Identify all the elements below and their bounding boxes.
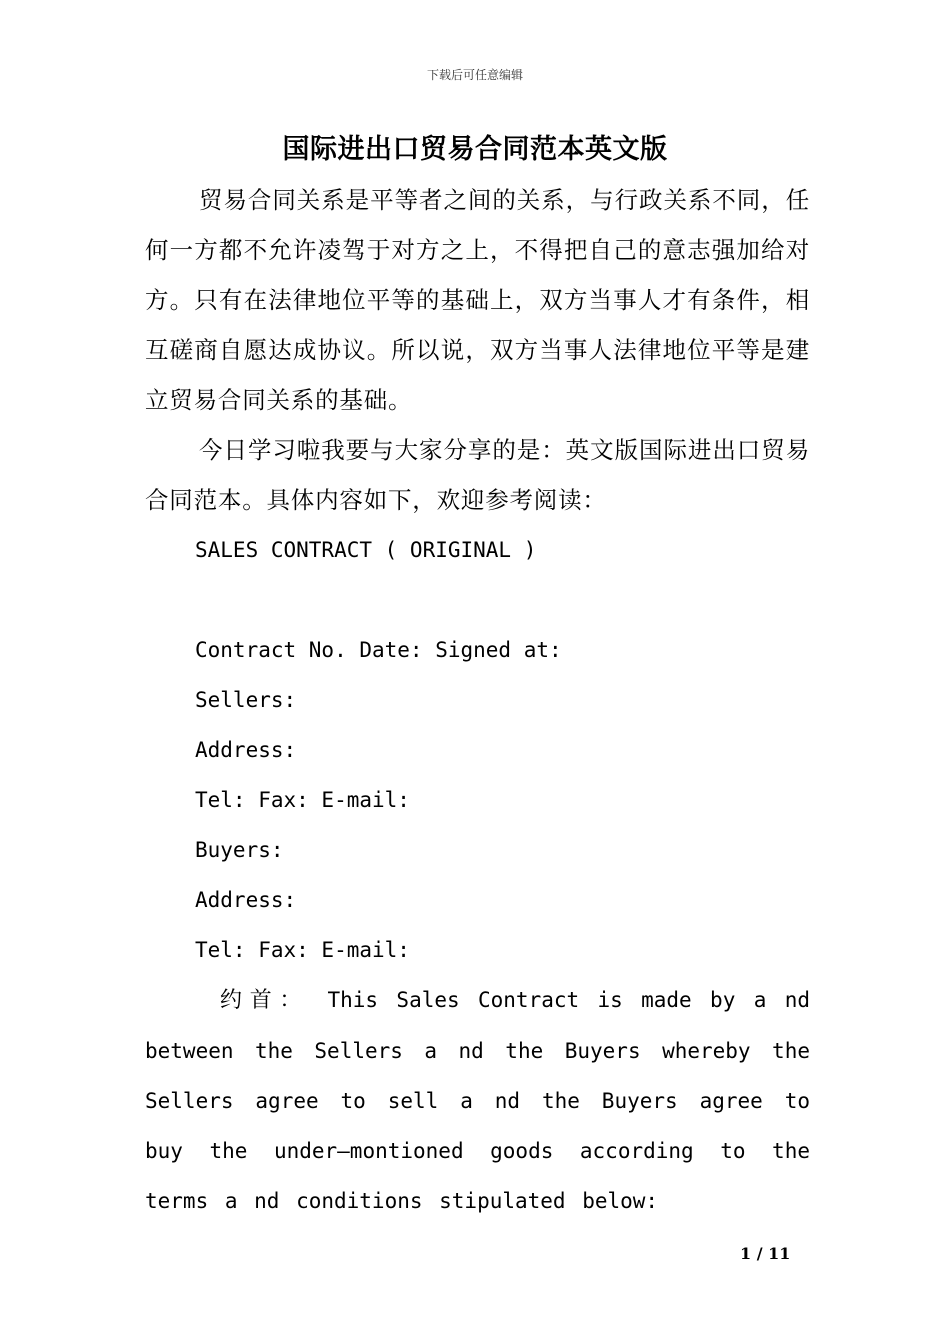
buyers-contact-line: Tel: Fax: E-mail: — [195, 938, 410, 962]
blank-line — [145, 575, 810, 625]
buyers-address-label: Address: — [195, 888, 297, 912]
sellers-address-label: Address: — [195, 738, 297, 762]
header-note: 下载后可任意编辑 — [426, 68, 523, 82]
buyers-label: Buyers: — [195, 838, 284, 862]
document-title: 国际进出口贸易合同范本英文版 — [282, 134, 668, 165]
preamble-label: 约首： — [220, 988, 310, 1013]
contract-number-line: Contract No. Date: Signed at: — [195, 638, 562, 662]
preamble-text: This Sales Contract is made by a nd between the Sellers a nd the Buyers whereby the Sellers agree to sell a nd the Buyers agree to buy the under—montioned goods according to the terms a nd conditions stipulated below: — [145, 988, 810, 1213]
preamble-paragraph — [145, 975, 810, 1226]
intro-paragraph: 贸易合同关系是平等者之间的关系，与行政关系不同，任何一方都不允许凌驾于对方之上，不得把自己的意志强加给对方。只有在法律地位平等的基础上，双方当事人才有条件，相互磋商自愿达成协议。所以说，双方当事人法律地位平等是建立贸易合同关系的基础。 — [145, 186, 810, 414]
contract-heading: SALES CONTRACT ( ORIGINAL ) — [195, 538, 537, 562]
page-number: 1 / 11 — [740, 1244, 791, 1263]
sellers-contact-line: Tel: Fax: E-mail: — [195, 788, 410, 812]
document-body — [145, 175, 810, 1226]
sellers-label: Sellers: — [195, 688, 297, 712]
share-paragraph: 今日学习啦我要与大家分享的是：英文版国际进出口贸易合同范本。具体内容如下，欢迎参考阅读： — [145, 436, 810, 514]
